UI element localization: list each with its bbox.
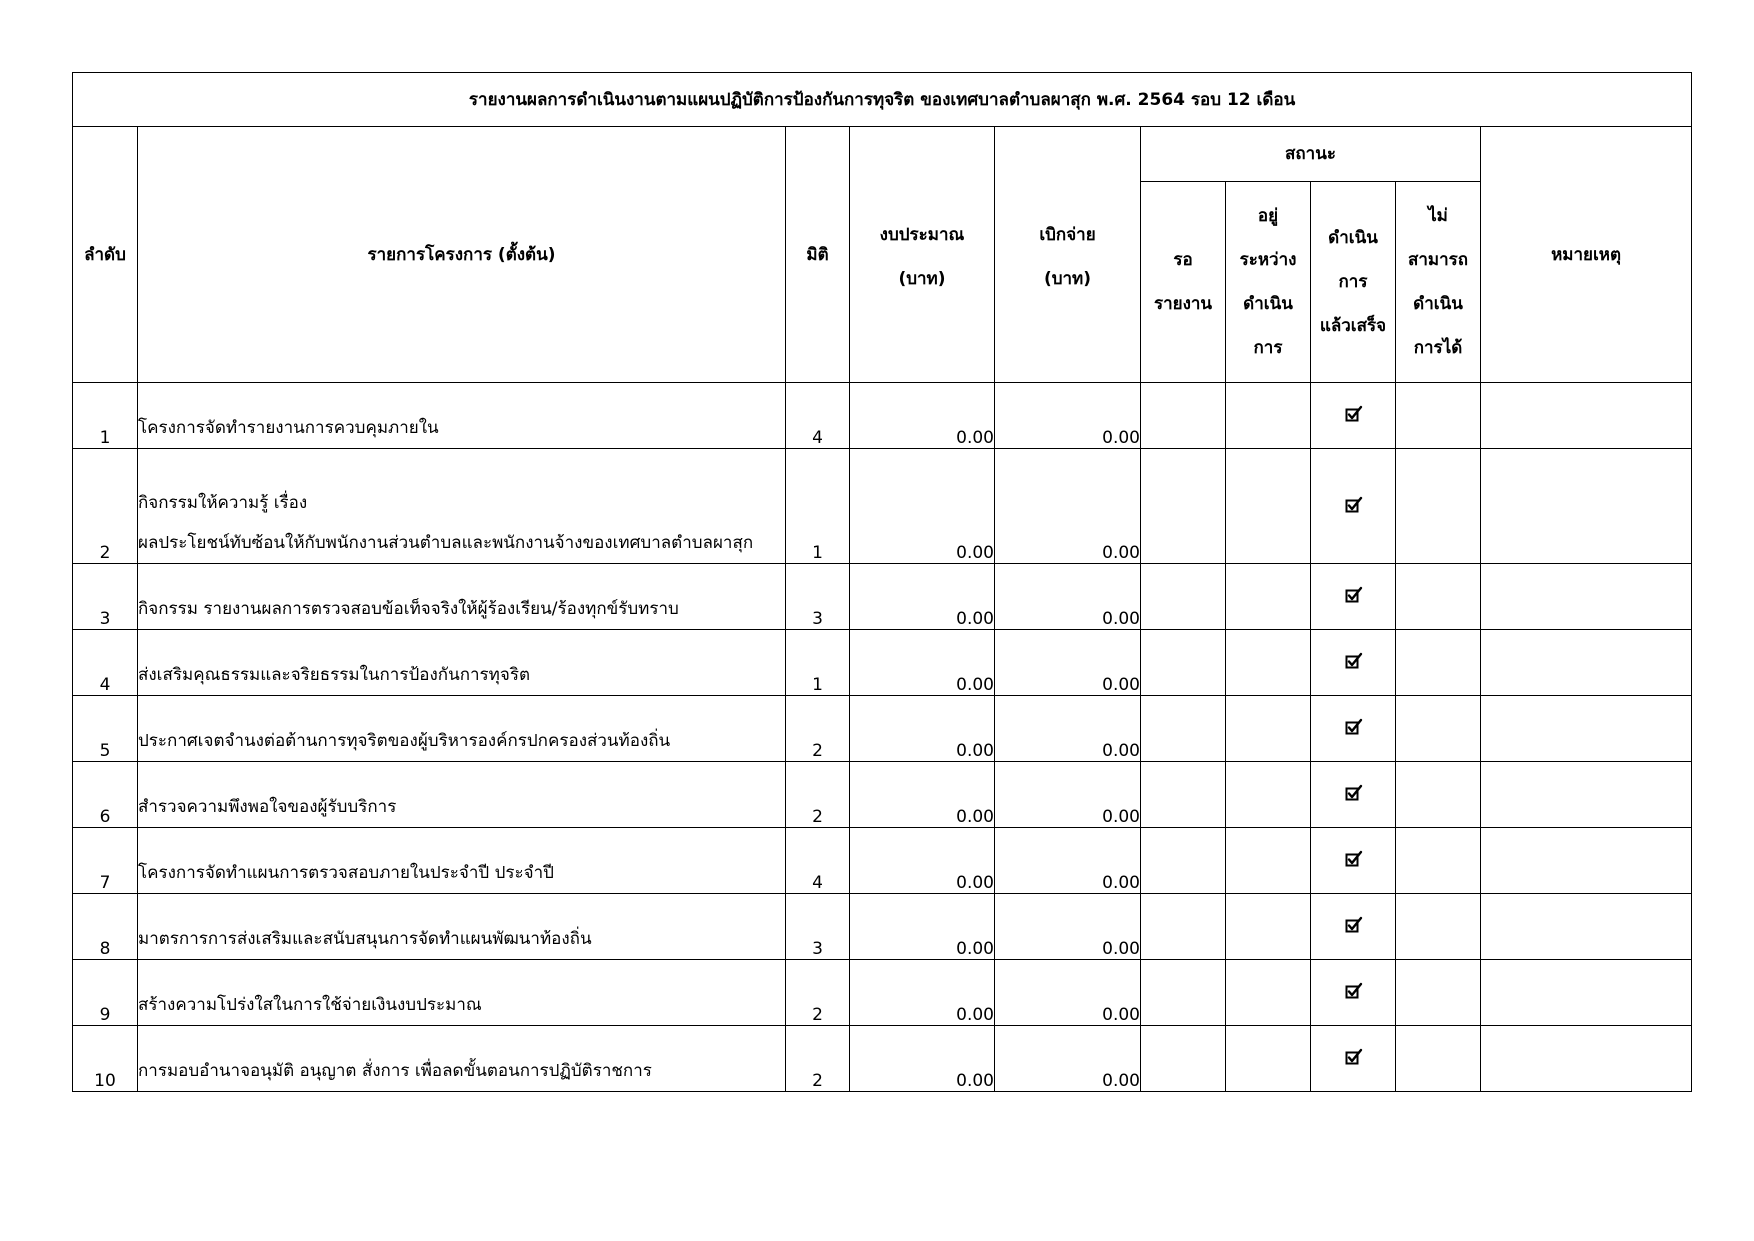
header-project: รายการโครงการ (ตั้งต้น) <box>138 127 786 383</box>
status-inprogress-cell <box>1226 564 1311 630</box>
dimension-value: 2 <box>786 1026 850 1092</box>
header-status-unable-line3: ดำเนิน <box>1413 294 1463 314</box>
status-unable-cell <box>1396 960 1481 1026</box>
status-pending-cell <box>1141 960 1226 1026</box>
project-name-line: กิจกรรม รายงานผลการตรวจสอบข้อเท็จจริงให้ผู้ร้องเรียน/ร้องทุกข์รับทราบ <box>138 599 679 619</box>
report-table <box>72 72 1692 1092</box>
project-name <box>138 383 786 449</box>
status-unable-cell <box>1396 383 1481 449</box>
checkbox-checked-icon <box>1345 405 1361 421</box>
checkbox-checked-icon <box>1345 784 1361 800</box>
project-name-line: สำรวจความพึงพอใจของผู้รับบริการ <box>138 797 397 817</box>
project-name-line: สร้างความโปร่งใสในการใช้จ่ายเงินงบประมาณ <box>138 995 482 1015</box>
project-name-line: โครงการจัดทำรายงานการควบคุมภายใน <box>138 418 439 438</box>
remarks-cell <box>1481 828 1692 894</box>
status-done-cell <box>1311 960 1396 1026</box>
header-status-unable-line2: สามารถ <box>1407 250 1469 270</box>
budget-value: 0.00 <box>850 894 995 960</box>
dimension-value: 1 <box>786 449 850 564</box>
checkbox-checked-icon <box>1345 916 1361 932</box>
table-row <box>73 630 1692 696</box>
header-status-done-line2: การ <box>1338 272 1368 292</box>
checkbox-checked-icon <box>1345 652 1361 668</box>
budget-value: 0.00 <box>850 762 995 828</box>
status-done-cell <box>1311 828 1396 894</box>
row-number: 5 <box>73 696 138 762</box>
project-name <box>138 960 786 1026</box>
table-row <box>73 960 1692 1026</box>
dimension-value: 3 <box>786 894 850 960</box>
header-spent-line1: เบิกจ่าย <box>1039 224 1096 245</box>
table-row <box>73 828 1692 894</box>
table-row <box>73 894 1692 960</box>
dimension-value: 2 <box>786 960 850 1026</box>
header-status-unable-line4: การได้ <box>1413 338 1463 358</box>
spent-value: 0.00 <box>995 564 1141 630</box>
row-number: 9 <box>73 960 138 1026</box>
status-pending-cell <box>1141 630 1226 696</box>
status-done-cell <box>1311 894 1396 960</box>
status-unable-cell <box>1396 1026 1481 1092</box>
status-inprogress-cell <box>1226 383 1311 449</box>
row-number: 4 <box>73 630 138 696</box>
header-status-unable-line1: ไม่ <box>1428 206 1448 226</box>
project-name-line: โครงการจัดทำแผนการตรวจสอบภายในประจำปี ประจำปี <box>138 863 554 883</box>
status-pending-cell <box>1141 828 1226 894</box>
budget-value: 0.00 <box>850 960 995 1026</box>
header-status-inprogress-line4: การ <box>1253 338 1283 358</box>
project-name <box>138 696 786 762</box>
status-inprogress-cell <box>1226 630 1311 696</box>
row-number: 1 <box>73 383 138 449</box>
table-row <box>73 762 1692 828</box>
report-title: รายงานผลการดำเนินงานตามแผนปฏิบัติการป้องกันการทุจริต ของเทศบาลตำบลผาสุก พ.ศ. 2564 รอบ 12 เดือน <box>73 73 1692 127</box>
status-pending-cell <box>1141 696 1226 762</box>
status-inprogress-cell <box>1226 1026 1311 1092</box>
status-unable-cell <box>1396 696 1481 762</box>
status-pending-cell <box>1141 383 1226 449</box>
project-name <box>138 894 786 960</box>
table-row <box>73 564 1692 630</box>
dimension-value: 2 <box>786 696 850 762</box>
status-pending-cell <box>1141 449 1226 564</box>
header-status: สถานะ <box>1141 127 1481 182</box>
dimension-value: 3 <box>786 564 850 630</box>
checkbox-checked-icon <box>1345 496 1361 512</box>
status-inprogress-cell <box>1226 696 1311 762</box>
project-name-line: การมอบอำนาจอนุมัติ อนุญาต สั่งการ เพื่อลดขั้นตอนการปฏิบัติราชการ <box>138 1061 652 1081</box>
budget-value: 0.00 <box>850 564 995 630</box>
row-number: 8 <box>73 894 138 960</box>
header-status-inprogress-line2: ระหว่าง <box>1239 250 1297 270</box>
row-number: 10 <box>73 1026 138 1092</box>
status-inprogress-cell <box>1226 762 1311 828</box>
status-inprogress-cell <box>1226 960 1311 1026</box>
checkbox-checked-icon <box>1345 718 1361 734</box>
status-inprogress-cell <box>1226 449 1311 564</box>
spent-value: 0.00 <box>995 894 1141 960</box>
project-name-line: มาตรการการส่งเสริมและสนับสนุนการจัดทำแผนพัฒนาท้องถิ่น <box>138 929 592 949</box>
status-inprogress-cell <box>1226 894 1311 960</box>
table-row <box>73 383 1692 449</box>
status-done-cell <box>1311 1026 1396 1092</box>
remarks-cell <box>1481 1026 1692 1092</box>
dimension-value: 1 <box>786 630 850 696</box>
table-row <box>73 1026 1692 1092</box>
budget-value: 0.00 <box>850 449 995 564</box>
spent-value: 0.00 <box>995 828 1141 894</box>
remarks-cell <box>1481 449 1692 564</box>
remarks-cell <box>1481 630 1692 696</box>
header-status-unable <box>1396 182 1481 383</box>
project-name <box>138 828 786 894</box>
budget-value: 0.00 <box>850 696 995 762</box>
spent-value: 0.00 <box>995 449 1141 564</box>
budget-value: 0.00 <box>850 383 995 449</box>
remarks-cell <box>1481 960 1692 1026</box>
row-number: 7 <box>73 828 138 894</box>
header-dimension: มิติ <box>786 127 850 383</box>
header-spent <box>995 127 1141 383</box>
project-name <box>138 1026 786 1092</box>
row-number: 6 <box>73 762 138 828</box>
remarks-cell <box>1481 383 1692 449</box>
header-budget-line2: (บาท) <box>898 268 946 289</box>
status-pending-cell <box>1141 564 1226 630</box>
project-name-line: ผลประโยชน์ทับซ้อนให้กับพนักงานส่วนตำบลและพนักงานจ้างของเทศบาลตำบลผาสุก <box>138 533 754 553</box>
budget-value: 0.00 <box>850 828 995 894</box>
header-status-pending-line1: รอ <box>1173 250 1193 270</box>
spent-value: 0.00 <box>995 696 1141 762</box>
spent-value: 0.00 <box>995 630 1141 696</box>
header-budget-line1: งบประมาณ <box>879 224 965 245</box>
project-name-line: ประกาศเจตจำนงต่อต้านการทุจริตของผู้บริหารองค์กรปกครองส่วนท้องถิ่น <box>138 731 671 751</box>
report-body <box>73 383 1692 1092</box>
project-name <box>138 762 786 828</box>
header-status-pending-line2: รายงาน <box>1153 294 1213 314</box>
checkbox-checked-icon <box>1345 586 1361 602</box>
status-done-cell <box>1311 630 1396 696</box>
status-done-cell <box>1311 449 1396 564</box>
status-unable-cell <box>1396 449 1481 564</box>
budget-value: 0.00 <box>850 630 995 696</box>
project-name <box>138 564 786 630</box>
header-no: ลำดับ <box>73 127 138 383</box>
remarks-cell <box>1481 564 1692 630</box>
status-done-cell <box>1311 696 1396 762</box>
spent-value: 0.00 <box>995 762 1141 828</box>
header-status-inprogress-line3: ดำเนิน <box>1243 294 1293 314</box>
row-number: 3 <box>73 564 138 630</box>
remarks-cell <box>1481 894 1692 960</box>
status-unable-cell <box>1396 630 1481 696</box>
header-status-inprogress <box>1226 182 1311 383</box>
status-inprogress-cell <box>1226 828 1311 894</box>
status-unable-cell <box>1396 564 1481 630</box>
table-row <box>73 696 1692 762</box>
checkbox-checked-icon <box>1345 982 1361 998</box>
header-status-pending <box>1141 182 1226 383</box>
status-done-cell <box>1311 383 1396 449</box>
header-status-done-line3: แล้วเสร็จ <box>1319 316 1387 336</box>
header-status-done <box>1311 182 1396 383</box>
dimension-value: 2 <box>786 762 850 828</box>
project-name-line: กิจกรรมให้ความรู้ เรื่อง <box>138 493 308 513</box>
remarks-cell <box>1481 696 1692 762</box>
status-done-cell <box>1311 762 1396 828</box>
header-status-inprogress-line1: อยู่ <box>1257 206 1279 226</box>
project-name-line: ส่งเสริมคุณธรรมและจริยธรรมในการป้องกันการทุจริต <box>138 665 531 685</box>
status-unable-cell <box>1396 762 1481 828</box>
project-name <box>138 449 786 564</box>
table-row <box>73 449 1692 564</box>
budget-value: 0.00 <box>850 1026 995 1092</box>
dimension-value: 4 <box>786 828 850 894</box>
status-pending-cell <box>1141 1026 1226 1092</box>
spent-value: 0.00 <box>995 1026 1141 1092</box>
status-pending-cell <box>1141 762 1226 828</box>
remarks-cell <box>1481 762 1692 828</box>
spent-value: 0.00 <box>995 960 1141 1026</box>
dimension-value: 4 <box>786 383 850 449</box>
status-done-cell <box>1311 564 1396 630</box>
status-unable-cell <box>1396 828 1481 894</box>
header-status-done-line1: ดำเนิน <box>1328 228 1378 248</box>
row-number: 2 <box>73 449 138 564</box>
status-pending-cell <box>1141 894 1226 960</box>
header-budget <box>850 127 995 383</box>
checkbox-checked-icon <box>1345 850 1361 866</box>
header-remarks: หมายเหตุ <box>1481 127 1692 383</box>
spent-value: 0.00 <box>995 383 1141 449</box>
checkbox-checked-icon <box>1345 1048 1361 1064</box>
status-unable-cell <box>1396 894 1481 960</box>
header-spent-line2: (บาท) <box>1043 268 1092 289</box>
project-name <box>138 630 786 696</box>
